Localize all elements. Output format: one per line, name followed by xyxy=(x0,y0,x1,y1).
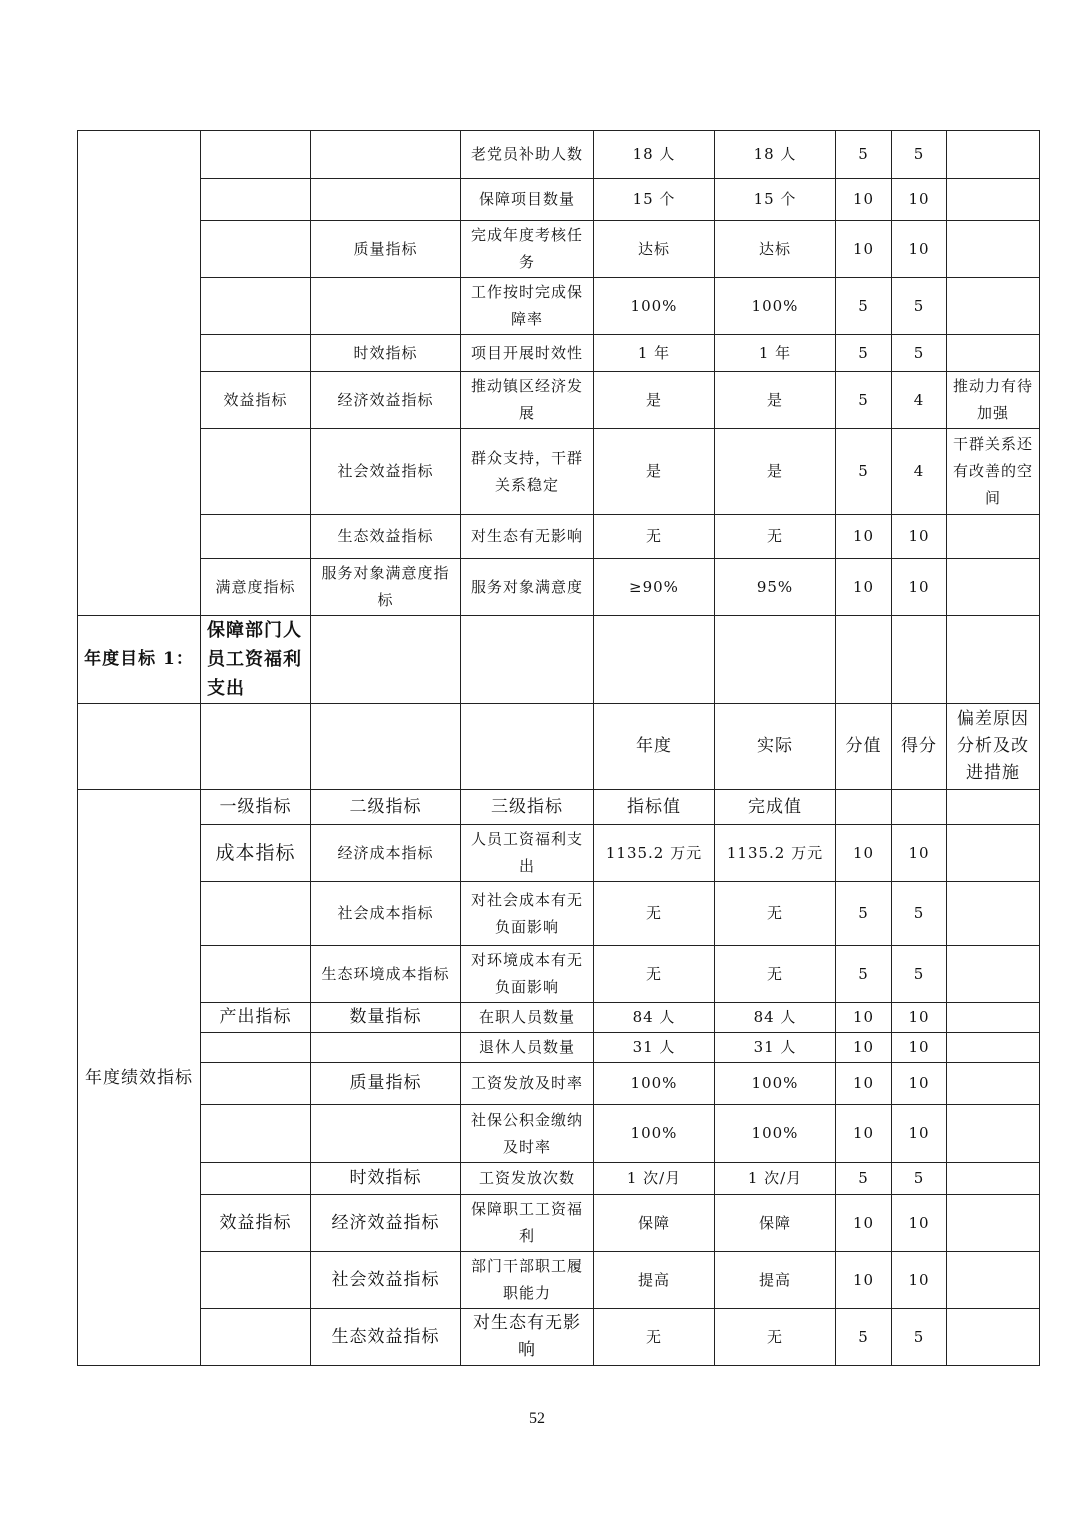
score-cell: 4 xyxy=(892,429,947,515)
deviation-cell xyxy=(947,179,1040,221)
deviation-cell xyxy=(947,131,1040,179)
table-row xyxy=(78,1309,1040,1366)
score-value-cell: 10 xyxy=(836,221,892,278)
level2-cell: 质量指标 xyxy=(311,221,461,278)
deviation-cell xyxy=(947,1195,1040,1252)
table-row xyxy=(78,372,1040,429)
level3-cell: 对生态有无影响 xyxy=(461,515,594,559)
level3-cell: 部门干部职工履职能力 xyxy=(461,1252,594,1309)
page-number: 52 xyxy=(529,1410,545,1427)
section-label: 年度绩效指标 xyxy=(78,790,201,1366)
score-value-cell: 10 xyxy=(836,1105,892,1163)
level2-cell xyxy=(311,1105,461,1163)
score-value-cell: 10 xyxy=(836,515,892,559)
table-row xyxy=(78,515,1040,559)
score-value-cell: 10 xyxy=(836,1195,892,1252)
level1-cell xyxy=(201,1163,311,1195)
level2-cell: 时效指标 xyxy=(311,1163,461,1195)
level3-cell: 项目开展时效性 xyxy=(461,335,594,372)
level3-cell: 工资发放次数 xyxy=(461,1163,594,1195)
deviation-cell xyxy=(947,1163,1040,1195)
col-header-level2: 二级指标 xyxy=(311,790,461,825)
target-value-cell: 无 xyxy=(594,515,715,559)
level3-cell: 退休人员数量 xyxy=(461,1033,594,1063)
score-value-cell: 5 xyxy=(836,882,892,946)
target-value-cell: ≥90% xyxy=(594,559,715,616)
actual-value-cell: 是 xyxy=(715,372,836,429)
target-value-cell: 保障 xyxy=(594,1195,715,1252)
table-row xyxy=(78,1033,1040,1063)
col-header-done: 完成值 xyxy=(715,790,836,825)
level1-cell xyxy=(201,1033,311,1063)
left-merged-cell xyxy=(78,131,201,616)
table-row xyxy=(78,882,1040,946)
level3-cell: 在职人员数量 xyxy=(461,1003,594,1033)
score-value-cell: 10 xyxy=(836,179,892,221)
level3-cell: 老党员补助人数 xyxy=(461,131,594,179)
score-cell: 10 xyxy=(892,179,947,221)
table-row xyxy=(78,1063,1040,1105)
level2-cell xyxy=(311,1033,461,1063)
target-value-cell: 无 xyxy=(594,1309,715,1366)
table-row xyxy=(78,825,1040,882)
target-value-cell: 18 人 xyxy=(594,131,715,179)
actual-value-cell: 31 人 xyxy=(715,1033,836,1063)
level2-cell: 社会效益指标 xyxy=(311,429,461,515)
deviation-cell xyxy=(947,946,1040,1003)
table-row xyxy=(78,278,1040,335)
score-value-cell: 5 xyxy=(836,372,892,429)
table-row xyxy=(78,429,1040,515)
score-cell: 10 xyxy=(892,825,947,882)
level1-cell: 效益指标 xyxy=(201,372,311,429)
level3-cell: 保障项目数量 xyxy=(461,179,594,221)
target-value-cell: 无 xyxy=(594,946,715,1003)
actual-value-cell: 是 xyxy=(715,429,836,515)
level3-cell: 人员工资福利支出 xyxy=(461,825,594,882)
target-value-cell: 提高 xyxy=(594,1252,715,1309)
actual-value-cell: 1135.2 万元 xyxy=(715,825,836,882)
table-row xyxy=(78,559,1040,616)
actual-value-cell: 95% xyxy=(715,559,836,616)
header-actual: 实际 xyxy=(715,704,836,790)
score-value-cell: 10 xyxy=(836,825,892,882)
level3-cell: 对生态有无影响 xyxy=(461,1309,594,1366)
table-row xyxy=(78,1163,1040,1195)
level1-cell: 效益指标 xyxy=(201,1195,311,1252)
level3-cell: 对环境成本有无负面影响 xyxy=(461,946,594,1003)
header-year: 年度 xyxy=(594,704,715,790)
deviation-cell xyxy=(947,1105,1040,1163)
deviation-cell xyxy=(947,559,1040,616)
deviation-cell: 推动力有待加强 xyxy=(947,372,1040,429)
header-row xyxy=(78,704,1040,790)
deviation-cell xyxy=(947,1003,1040,1033)
deviation-cell xyxy=(947,1252,1040,1309)
level2-cell: 经济成本指标 xyxy=(311,825,461,882)
actual-value-cell: 100% xyxy=(715,1105,836,1163)
level1-cell xyxy=(201,515,311,559)
level1-cell: 满意度指标 xyxy=(201,559,311,616)
level3-cell: 群众支持，干群关系稳定 xyxy=(461,429,594,515)
score-cell: 10 xyxy=(892,1195,947,1252)
level2-cell xyxy=(311,179,461,221)
score-cell: 5 xyxy=(892,278,947,335)
level1-cell xyxy=(201,1309,311,1366)
deviation-cell: 干群关系还有改善的空间 xyxy=(947,429,1040,515)
target-value-cell: 31 人 xyxy=(594,1033,715,1063)
level2-cell: 生态效益指标 xyxy=(311,515,461,559)
level1-cell xyxy=(201,131,311,179)
score-value-cell: 5 xyxy=(836,335,892,372)
level1-cell xyxy=(201,1105,311,1163)
score-cell: 10 xyxy=(892,559,947,616)
target-value-cell: 100% xyxy=(594,278,715,335)
deviation-cell xyxy=(947,278,1040,335)
deviation-cell xyxy=(947,1309,1040,1366)
header-score: 得分 xyxy=(892,704,947,790)
level2-cell: 时效指标 xyxy=(311,335,461,372)
goal-text: 保障部门人员工资福利支出 xyxy=(201,616,311,704)
target-value-cell: 是 xyxy=(594,372,715,429)
actual-value-cell: 达标 xyxy=(715,221,836,278)
level1-cell xyxy=(201,882,311,946)
level2-cell: 经济效益指标 xyxy=(311,372,461,429)
level1-cell: 成本指标 xyxy=(201,825,311,882)
score-cell: 5 xyxy=(892,882,947,946)
score-cell: 5 xyxy=(892,335,947,372)
score-cell: 10 xyxy=(892,515,947,559)
score-cell: 10 xyxy=(892,221,947,278)
level3-cell: 服务对象满意度 xyxy=(461,559,594,616)
score-value-cell: 5 xyxy=(836,278,892,335)
score-cell: 5 xyxy=(892,131,947,179)
performance-table xyxy=(77,130,1040,1366)
header-deviation: 偏差原因分析及改进措施 xyxy=(947,704,1040,790)
score-cell: 5 xyxy=(892,1163,947,1195)
score-value-cell: 10 xyxy=(836,559,892,616)
deviation-cell xyxy=(947,1063,1040,1105)
score-cell: 4 xyxy=(892,372,947,429)
level3-cell: 工资发放及时率 xyxy=(461,1063,594,1105)
target-value-cell: 达标 xyxy=(594,221,715,278)
deviation-cell xyxy=(947,882,1040,946)
level1-cell: 产出指标 xyxy=(201,1003,311,1033)
level1-cell xyxy=(201,1252,311,1309)
actual-value-cell: 1 次/月 xyxy=(715,1163,836,1195)
column-header-row xyxy=(78,790,1040,825)
level2-cell xyxy=(311,278,461,335)
level1-cell xyxy=(201,335,311,372)
score-cell: 5 xyxy=(892,946,947,1003)
actual-value-cell: 15 个 xyxy=(715,179,836,221)
score-value-cell: 10 xyxy=(836,1252,892,1309)
level3-cell: 对社会成本有无负面影响 xyxy=(461,882,594,946)
level2-cell: 服务对象满意度指标 xyxy=(311,559,461,616)
goal-row xyxy=(78,616,1040,704)
target-value-cell: 100% xyxy=(594,1105,715,1163)
target-value-cell: 无 xyxy=(594,882,715,946)
actual-value-cell: 84 人 xyxy=(715,1003,836,1033)
level3-cell: 社保公积金缴纳及时率 xyxy=(461,1105,594,1163)
level2-cell: 数量指标 xyxy=(311,1003,461,1033)
level3-cell: 保障职工工资福利 xyxy=(461,1195,594,1252)
col-header-level1: 一级指标 xyxy=(201,790,311,825)
level2-cell xyxy=(311,131,461,179)
target-value-cell: 15 个 xyxy=(594,179,715,221)
score-cell: 10 xyxy=(892,1105,947,1163)
table-row xyxy=(78,1195,1040,1252)
actual-value-cell: 100% xyxy=(715,278,836,335)
score-value-cell: 5 xyxy=(836,131,892,179)
level2-cell: 质量指标 xyxy=(311,1063,461,1105)
score-value-cell: 10 xyxy=(836,1003,892,1033)
actual-value-cell: 提高 xyxy=(715,1252,836,1309)
score-value-cell: 10 xyxy=(836,1063,892,1105)
level2-cell: 经济效益指标 xyxy=(311,1195,461,1252)
score-cell: 10 xyxy=(892,1063,947,1105)
actual-value-cell: 无 xyxy=(715,515,836,559)
header-score-value: 分值 xyxy=(836,704,892,790)
score-value-cell: 5 xyxy=(836,1309,892,1366)
col-header-target: 指标值 xyxy=(594,790,715,825)
deviation-cell xyxy=(947,335,1040,372)
table-row xyxy=(78,1252,1040,1309)
level2-cell: 生态效益指标 xyxy=(311,1309,461,1366)
deviation-cell xyxy=(947,825,1040,882)
table-row xyxy=(78,221,1040,278)
score-value-cell: 10 xyxy=(836,1033,892,1063)
target-value-cell: 84 人 xyxy=(594,1003,715,1033)
level3-cell: 工作按时完成保障率 xyxy=(461,278,594,335)
table-row xyxy=(78,335,1040,372)
level1-cell xyxy=(201,429,311,515)
level3-cell: 完成年度考核任务 xyxy=(461,221,594,278)
score-cell: 10 xyxy=(892,1003,947,1033)
actual-value-cell: 18 人 xyxy=(715,131,836,179)
table-row xyxy=(78,946,1040,1003)
level3-cell: 推动镇区经济发展 xyxy=(461,372,594,429)
actual-value-cell: 1 年 xyxy=(715,335,836,372)
col-header-level3: 三级指标 xyxy=(461,790,594,825)
level1-cell xyxy=(201,221,311,278)
score-cell: 10 xyxy=(892,1033,947,1063)
table-row xyxy=(78,131,1040,179)
level2-cell: 社会成本指标 xyxy=(311,882,461,946)
deviation-cell xyxy=(947,1033,1040,1063)
level1-cell xyxy=(201,946,311,1003)
target-value-cell: 1135.2 万元 xyxy=(594,825,715,882)
score-cell: 10 xyxy=(892,1252,947,1309)
actual-value-cell: 无 xyxy=(715,1309,836,1366)
deviation-cell xyxy=(947,221,1040,278)
target-value-cell: 是 xyxy=(594,429,715,515)
actual-value-cell: 无 xyxy=(715,946,836,1003)
level1-cell xyxy=(201,1063,311,1105)
target-value-cell: 100% xyxy=(594,1063,715,1105)
actual-value-cell: 无 xyxy=(715,882,836,946)
level2-cell: 生态环境成本指标 xyxy=(311,946,461,1003)
table-row xyxy=(78,1003,1040,1033)
table-row xyxy=(78,179,1040,221)
level1-cell xyxy=(201,278,311,335)
level2-cell: 社会效益指标 xyxy=(311,1252,461,1309)
score-value-cell: 5 xyxy=(836,946,892,1003)
target-value-cell: 1 次/月 xyxy=(594,1163,715,1195)
deviation-cell xyxy=(947,515,1040,559)
target-value-cell: 1 年 xyxy=(594,335,715,372)
actual-value-cell: 保障 xyxy=(715,1195,836,1252)
actual-value-cell: 100% xyxy=(715,1063,836,1105)
score-cell: 5 xyxy=(892,1309,947,1366)
score-value-cell: 5 xyxy=(836,429,892,515)
level1-cell xyxy=(201,179,311,221)
score-value-cell: 5 xyxy=(836,1163,892,1195)
goal-label: 年度目标 1： xyxy=(78,616,201,704)
table-row xyxy=(78,1105,1040,1163)
